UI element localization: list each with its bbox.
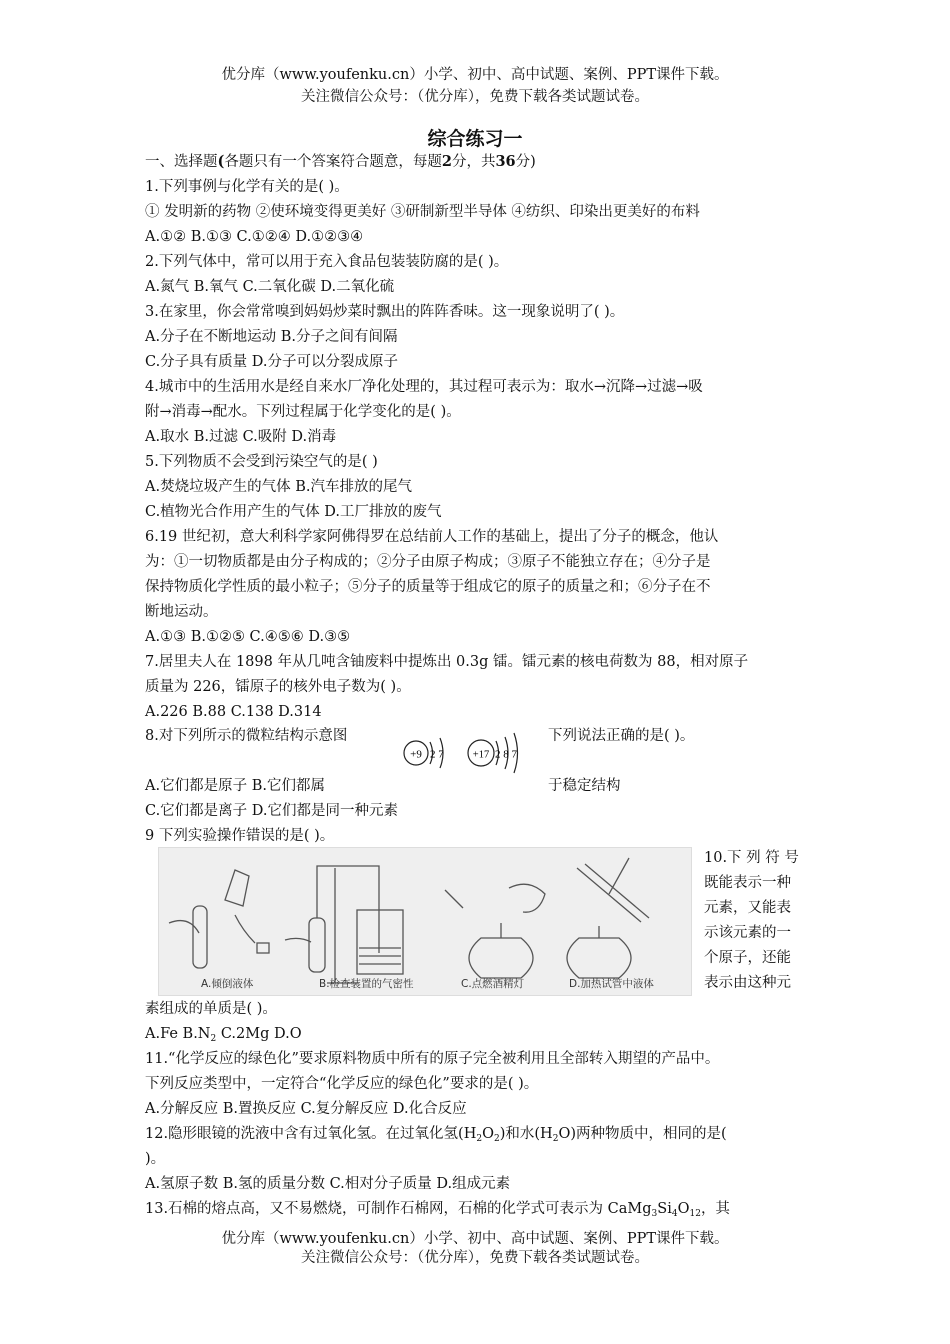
q10-options: A.Fe $B.N_2$ C.2Mg D.O	[145, 1026, 302, 1044]
header-line-2: 关注微信公众号：（优分库），免费下载各类试题试卷。	[301, 89, 649, 105]
q12-stem-1: 12.隐形眼镜的洗液中含有过氧化氢。在过氧化氢$(H_2O_2)$和水$(H_2O)$两种物质中，相同的是(	[145, 1126, 727, 1144]
q6-stem-1: 6.19 世纪初，意大利科学家阿佛得罗在总结前人工作的基础上，提出了分子的概念，他认	[145, 529, 719, 545]
q10-stem-7: 素组成的单质是( )。	[145, 1001, 277, 1017]
q10-stem-3: 元素，又能表	[704, 900, 791, 916]
q12-stem-2: )。	[145, 1151, 166, 1167]
q5-stem: 5.下列物质不会受到污染空气的是( )	[145, 454, 378, 470]
atom-2-nucleus: +17	[472, 749, 490, 761]
q4-options: A.取水 B.过滤 C.吸附 D.消毒	[145, 429, 337, 445]
q9-stem: 9 下列实验操作错误的是( )。	[145, 828, 335, 844]
q11-options: A.分解反应 B.置换反应 C.复分解反应 D.化合反应	[145, 1101, 467, 1117]
atom-structure-diagrams	[396, 724, 526, 782]
q1-stem: 1.下列事例与化学有关的是( )。	[145, 179, 349, 195]
q8-options-1-right: 于稳定结构	[548, 778, 621, 794]
chlorine-atom-diagram	[468, 733, 518, 773]
q2-options: A.氮气 B.氧气 C.二氧化碳 D.二氧化硫	[145, 279, 395, 295]
q8-options-1-left: A.它们都是原子 B.它们都属	[145, 778, 325, 794]
figure-caption-c: C.点燃酒精灯	[461, 978, 525, 990]
header-line-1: 优分库（www.youfenku.cn）小学、初中、高中试题、案例、PPT课件下载。	[221, 67, 729, 83]
q6-stem-2: 为：①一切物质都是由分子构成的；②分子由原子构成；③原子不能独立存在；④分子是	[145, 554, 711, 570]
q3-options-1: A.分子在不断地运动 B.分子之间有间隔	[145, 329, 398, 345]
section-heading: 一、选择题(各题只有一个答案符合题意，每题2分，共36分)	[145, 153, 536, 170]
footer-line-2: 关注微信公众号：（优分库），免费下载各类试题试卷。	[301, 1250, 649, 1266]
fluorine-atom-diagram	[404, 738, 444, 768]
q8-stem-right: 下列说法正确的是( )。	[548, 728, 695, 744]
q6-options: A.①③ B.①②⑤ C.④⑤⑥ D.③⑤	[145, 629, 351, 645]
q7-stem-2: 质量为 226，镭原子的核外电子数为( )。	[145, 679, 411, 695]
lab-operations-figure	[158, 847, 692, 996]
q1-options: A.①② B.①③ C.①②④ D.①②③④	[145, 229, 364, 245]
q8-stem-left: 8.对下列所示的微粒结构示意图	[145, 728, 348, 744]
q3-stem: 3.在家里，你会常常嗅到妈妈炒菜时飘出的阵阵香味。这一现象说明了( )。	[145, 304, 625, 320]
q5-options-1: A.焚烧垃圾产生的气体 B.汽车排放的尾气	[145, 479, 412, 495]
q10-stem-6: 表示由这种元	[704, 975, 791, 991]
q10-stem-5: 个原子，还能	[704, 950, 791, 966]
q10-stem-1: 10.下 列 符 号	[704, 850, 799, 866]
q11-stem-2: 下列反应类型中，一定符合“化学反应的绿色化”要求的是( )。	[145, 1076, 539, 1092]
q4-stem-1: 4.城市中的生活用水是经自来水厂净化处理的，其过程可表示为：取水→沉降→过滤→吸	[145, 379, 703, 395]
figure-caption-d: D.加热试管中液体	[569, 978, 654, 990]
q11-stem-1: 11.“化学反应的绿色化”要求原料物质中所有的原子完全被利用且全部转入期望的产品中。	[145, 1051, 720, 1067]
q10-stem-2: 既能表示一种	[704, 875, 791, 891]
lab-operations-drawing	[159, 848, 691, 995]
q6-stem-3: 保持物质化学性质的最小粒子；⑤分子的质量等于组成它的原子的质量之和；⑥分子在不	[145, 579, 711, 595]
q7-stem-1: 7.居里夫人在 1898 年从几吨含铀废料中提炼出 0.3g 镭。镭元素的核电荷数为 88，相对原子	[145, 654, 749, 670]
q13-stem-1: 13.石棉的熔点高，又不易燃烧，可制作石棉网，石棉的化学式可表示为 $CaMg_3Si_4O_{12}$，其	[145, 1201, 730, 1219]
q10-stem-4: 示该元素的一	[704, 925, 791, 941]
page-title: 综合练习一	[427, 128, 523, 150]
figure-caption-b: B.检查装置的气密性	[319, 978, 414, 990]
atom-1-shells: 2 7	[430, 748, 444, 761]
footer-line-1: 优分库（www.youfenku.cn）小学、初中、高中试题、案例、PPT课件下载。	[221, 1231, 729, 1247]
q8-options-2: C.它们都是离子 D.它们都是同一种元素	[145, 803, 399, 819]
q5-options-2: C.植物光合作用产生的气体 D.工厂排放的废气	[145, 504, 442, 520]
atom-1-nucleus: +9	[410, 748, 422, 761]
atom-2-shells: 2 8 7	[495, 748, 517, 761]
figure-caption-a: A.倾倒液体	[201, 978, 254, 990]
q6-stem-4: 断地运动。	[145, 604, 218, 620]
q2-stem: 2.下列气体中，常可以用于充入食品包装装防腐的是( )。	[145, 254, 509, 270]
q12-options: A.氢原子数 B.氢的质量分数 C.相对分子质量 D.组成元素	[145, 1176, 511, 1192]
q1-items: ① 发明新的药物 ②使环境变得更美好 ③研制新型半导体 ④纺织、印染出更美好的布料	[145, 204, 700, 220]
q3-options-2: C.分子具有质量 D.分子可以分裂成原子	[145, 354, 399, 370]
q7-options: A.226 B.88 C.138 D.314	[145, 704, 322, 720]
q4-stem-2: 附→消毒→配水。下列过程属于化学变化的是( )。	[145, 404, 461, 420]
